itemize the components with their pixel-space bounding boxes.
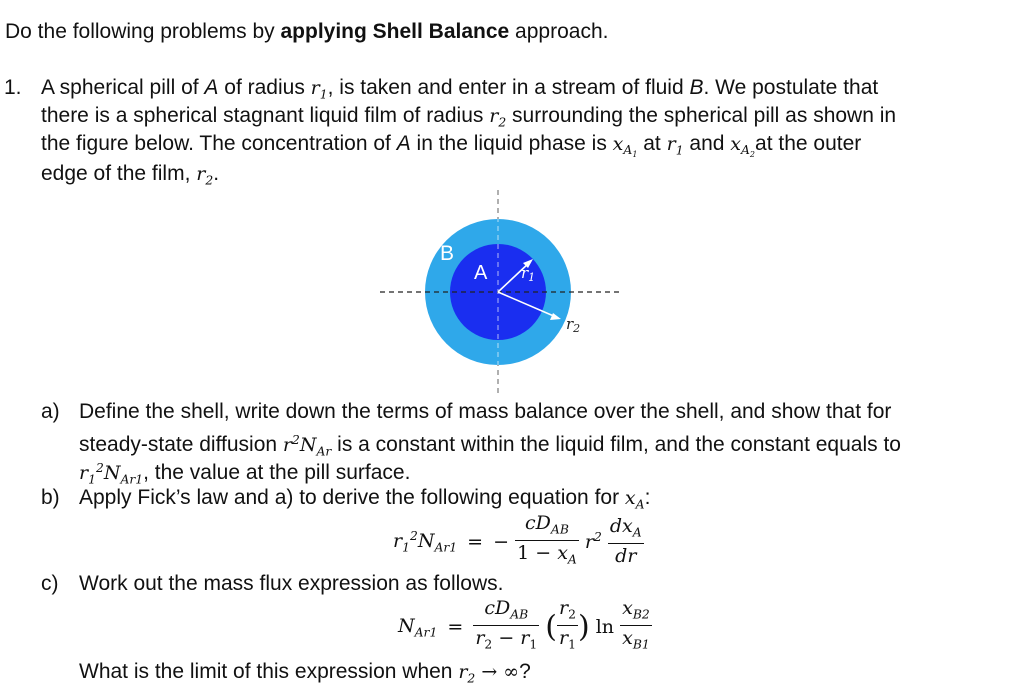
sphere-figure bbox=[370, 185, 630, 400]
problem-number: 1. bbox=[4, 76, 22, 99]
heading-suffix: approach. bbox=[509, 20, 609, 43]
fraction-xB2-over-xB1: $\frac{x_{B2}}{x_{B1}}$ bbox=[622, 597, 650, 652]
fraction-cDAB-over-1-minus-xA: $\frac{cD_{AB}}{1 - x_A}$ bbox=[517, 512, 577, 567]
part-b-label: b) bbox=[41, 486, 60, 509]
problem-line-3: the figure below. The concentration of A in the liquid phase is $x_{A_1}$ at $r_1$ and $x_{A_2}at$ the outer bbox=[41, 132, 862, 160]
problem-line-2: there is a spherical stagnant liquid film of radius $r_2$ surrounding the spherical pill as shown in bbox=[41, 104, 897, 130]
part-c-line-1: Work out the mass flux expression as follows. bbox=[79, 572, 504, 595]
label-r1: $r_1$ bbox=[521, 264, 536, 284]
fraction-r2-over-r1: $\frac{r_2}{r_1}$ bbox=[559, 597, 576, 652]
label-B: B bbox=[440, 242, 455, 265]
label-A: A bbox=[474, 262, 488, 284]
equation-b: $r_1^2N_{Ar1}$ = − $\frac{cD_{AB}}{1 - x_A}$ $r^2$ $\frac{dx_A}{dr}$ bbox=[393, 512, 644, 572]
heading bbox=[5, 19, 608, 45]
part-a-line-1: Define the shell, write down the terms of mass balance over the shell, and show that for bbox=[79, 400, 892, 423]
part-a-line-2: steady-state diffusion $r^2N_{Ar}$ is a constant within the liquid film, and the constant equals to bbox=[79, 432, 901, 459]
label-r2: $r_2$ bbox=[566, 315, 581, 335]
part-a-line-3: $r_1^2N_{Ar1}$, the value at the pill surface. bbox=[79, 460, 411, 487]
fraction-dxA-over-dr: $\frac{dx_A}{dr}$ bbox=[609, 515, 642, 568]
part-a-label: a) bbox=[41, 400, 60, 423]
problem-line-4: edge of the film, $r_2$. bbox=[41, 162, 220, 188]
part-c-limit-question: What is the limit of this expression when $r_2$ → ∞? bbox=[79, 660, 531, 686]
heading-bold: applying Shell Balance bbox=[280, 20, 510, 43]
equation-c: $N_{Ar1}$ = $\frac{cD_{AB}}{r_2 - r_1}$ ( $\frac{r_2}{r_1}$ ) ln $\frac{x_{B2}}{x_{B1}}$ bbox=[398, 597, 652, 657]
problem-line-1: A spherical pill of A of radius $r_1$, is taken and enter in a stream of fluid B. We postulate that bbox=[41, 76, 879, 102]
fraction-cDAB-over-r2-minus-r1: $\frac{cD_{AB}}{r_2 - r_1}$ bbox=[475, 597, 538, 652]
part-c-label: c) bbox=[41, 572, 59, 595]
part-b-line-1: Apply Fick’s law and a) to derive the following equation for $x_A$: bbox=[79, 486, 651, 512]
heading-prefix: Do the following problems by bbox=[5, 20, 281, 43]
